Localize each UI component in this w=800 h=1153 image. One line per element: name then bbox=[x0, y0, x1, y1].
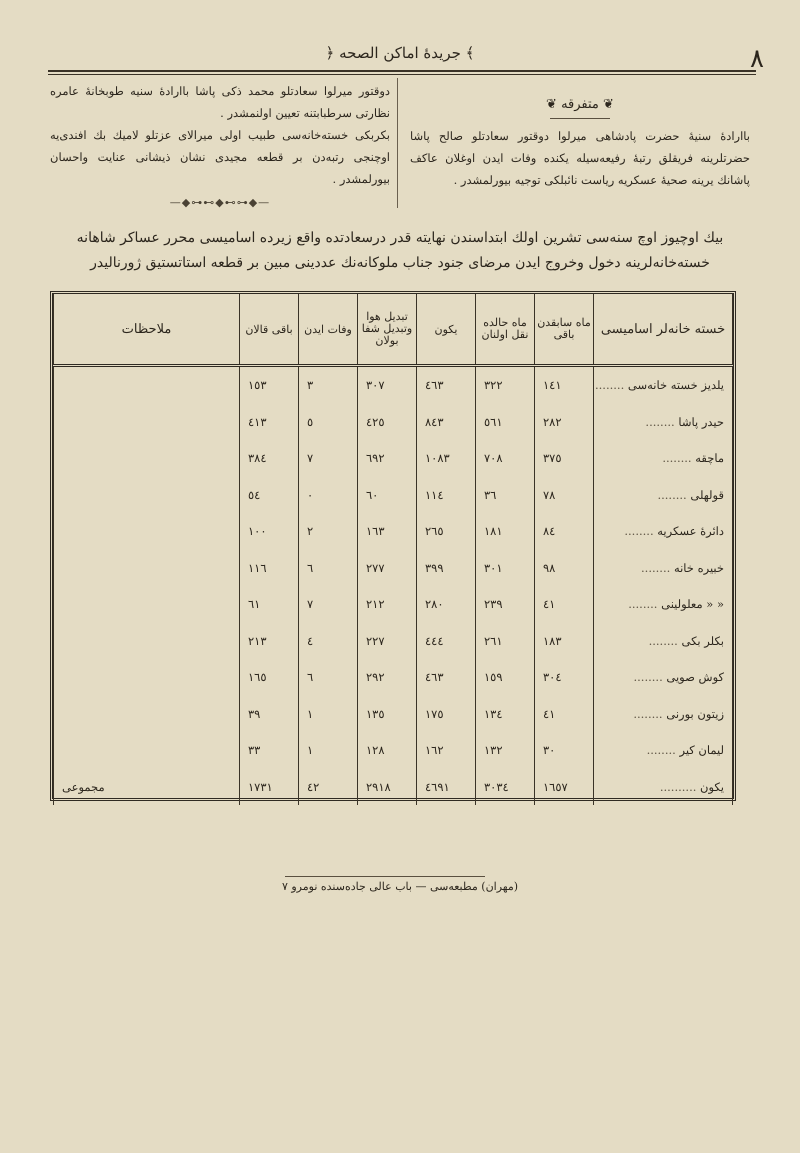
hospital-name: حيدر پاشا bbox=[678, 414, 724, 429]
cell-remaining: ٣٩ bbox=[239, 696, 298, 733]
table-row bbox=[54, 586, 733, 623]
cell-entered: ٣٠١ bbox=[475, 550, 534, 587]
total-label: مجموعى bbox=[54, 769, 240, 806]
printer-imprint: (مهران) مطبعه‌سى — باب عالى جاده‌سنده نومرو ٧ bbox=[281, 880, 519, 893]
hospital-name: كوش صويى bbox=[666, 670, 724, 685]
total-entered: ٣٠٣٤ bbox=[475, 769, 534, 806]
table-row bbox=[54, 513, 733, 550]
cell-cured: ٦٩٢ bbox=[357, 440, 416, 477]
cell-entered: ١٥٩ bbox=[475, 659, 534, 696]
leader-dots: ........ bbox=[641, 560, 674, 575]
cell-entered: ١٣٢ bbox=[475, 732, 534, 769]
cell-cured: ١٢٨ bbox=[357, 732, 416, 769]
cell-remaining: ١١٦ bbox=[239, 550, 298, 587]
hospital-name-cell bbox=[593, 586, 732, 623]
cell-died: ٧ bbox=[298, 586, 357, 623]
ornament-divider: —◆⊷⊶◆⊶⊷◆— bbox=[169, 196, 271, 209]
cell-cured: ١٣٥ bbox=[357, 696, 416, 733]
cell-prev: ٧٨ bbox=[534, 477, 593, 514]
cell-remaining: ٤١٣ bbox=[239, 404, 298, 441]
total-prev: ١٦٥٧ bbox=[534, 769, 593, 806]
hospital-name-cell bbox=[593, 550, 732, 587]
cell-prev: ٣٠ bbox=[534, 732, 593, 769]
cell-notes bbox=[54, 404, 240, 441]
section-heading bbox=[410, 94, 750, 116]
cell-notes bbox=[54, 732, 240, 769]
cell-remaining: ١٥٣ bbox=[239, 366, 298, 404]
header-hospital-name: خسته خانه‌لر اساميسى bbox=[593, 294, 732, 366]
section-title: متفرقه bbox=[561, 97, 599, 112]
hospital-name-cell bbox=[593, 623, 732, 660]
header-rule bbox=[48, 70, 756, 72]
cell-prev: ٤١ bbox=[534, 696, 593, 733]
cell-entered: ٥٦١ bbox=[475, 404, 534, 441]
cell-entered: ٣٢٢ bbox=[475, 366, 534, 404]
hospital-name: ليمان كير bbox=[679, 743, 724, 758]
statistics-table bbox=[50, 291, 736, 801]
cell-entered: ١٨١ bbox=[475, 513, 534, 550]
hospital-name-cell bbox=[593, 477, 732, 514]
cell-total: ١٧٥ bbox=[416, 696, 475, 733]
journal-title: ﴿ جريدهٔ اماكن الصحه ﴾ bbox=[325, 44, 475, 62]
table-row bbox=[54, 404, 733, 441]
table-row bbox=[54, 659, 733, 696]
cell-total: ٤٦٣ bbox=[416, 366, 475, 404]
cell-notes bbox=[54, 696, 240, 733]
section-rule bbox=[550, 118, 610, 119]
cell-entered: ١٣٤ bbox=[475, 696, 534, 733]
cell-prev: ٤١ bbox=[534, 586, 593, 623]
cell-notes bbox=[54, 513, 240, 550]
cell-total: ٤٦٣ bbox=[416, 659, 475, 696]
header-remaining: باقى قالان bbox=[239, 294, 298, 366]
total-total: ٤٦٩١ bbox=[416, 769, 475, 806]
hospital-name-cell bbox=[593, 366, 732, 404]
leader-dots: ........ bbox=[662, 451, 696, 466]
cell-cured: ١٦٣ bbox=[357, 513, 416, 550]
table-title: بيك اوچيوز اوچ سنه‌سى تشرين اولك ابتداسندن نهايته قدر درسعادتده واقع زيرده اساميسى محرر عساكر شاهانه خسته‌خانه‌لرينه دخول وخروج ايدن مرضاى جنود جناب ملوكانه‌نك عددينى مبين بر قطعه استاتستيق ژورناليدر bbox=[76, 230, 724, 271]
cell-entered: ٢٣٩ bbox=[475, 586, 534, 623]
cell-cured: ٢٩٢ bbox=[357, 659, 416, 696]
hospital-name: زيتون بورنى bbox=[666, 706, 724, 721]
hospital-name: « « معلولينى bbox=[661, 597, 724, 612]
cell-prev: ٣٧٥ bbox=[534, 440, 593, 477]
cell-died: ٥ bbox=[298, 404, 357, 441]
cell-died: ١ bbox=[298, 732, 357, 769]
cell-died: ١ bbox=[298, 696, 357, 733]
cell-died: ٦ bbox=[298, 659, 357, 696]
header-prev-month: ماه سابقدن باقى bbox=[534, 294, 593, 366]
cell-remaining: ١٦٥ bbox=[239, 659, 298, 696]
cell-cured: ٦٠ bbox=[357, 477, 416, 514]
leader-dots: ........ bbox=[646, 743, 680, 758]
cell-died: ٢ bbox=[298, 513, 357, 550]
leader-dots: ........ bbox=[633, 670, 667, 685]
total-name-cell bbox=[593, 769, 732, 806]
leader-dots: ........ bbox=[633, 706, 667, 721]
cell-notes bbox=[54, 550, 240, 587]
footer-rule bbox=[285, 876, 485, 877]
cell-cured: ٤٢٥ bbox=[357, 404, 416, 441]
cell-entered: ٢٦١ bbox=[475, 623, 534, 660]
cell-notes bbox=[54, 586, 240, 623]
table-row bbox=[54, 477, 733, 514]
table-row bbox=[54, 440, 733, 477]
leader-dots: ........ bbox=[657, 487, 691, 502]
leader-dots: ........ bbox=[645, 414, 679, 429]
cell-remaining: ١٠٠ bbox=[239, 513, 298, 550]
hospital-name-cell bbox=[593, 404, 732, 441]
cell-cured: ٢٢٧ bbox=[357, 623, 416, 660]
cell-remaining: ٢١٣ bbox=[239, 623, 298, 660]
hospital-name: ماچقه bbox=[695, 451, 724, 466]
hospital-name-cell bbox=[593, 732, 732, 769]
cell-prev: ٨٤ bbox=[534, 513, 593, 550]
hospital-name: يلديز خسته خانه‌سى bbox=[627, 378, 724, 393]
cell-remaining: ٣٨٤ bbox=[239, 440, 298, 477]
cell-prev: ٩٨ bbox=[534, 550, 593, 587]
cell-died: ٦ bbox=[298, 550, 357, 587]
cell-died: ٣ bbox=[298, 366, 357, 404]
leader-dots: ........ bbox=[648, 633, 682, 648]
table-row bbox=[54, 696, 733, 733]
table-row bbox=[54, 550, 733, 587]
cell-died: ٧ bbox=[298, 440, 357, 477]
ornament-icon: ❦ bbox=[603, 97, 614, 112]
cell-died: ٠ bbox=[298, 477, 357, 514]
table-row bbox=[54, 366, 733, 404]
hospital-name-cell bbox=[593, 440, 732, 477]
table-row bbox=[54, 623, 733, 660]
cell-cured: ٢١٢ bbox=[357, 586, 416, 623]
appointment-paragraph: دوقتور ميرلوا سعادتلو محمد ذكى پاشا باارادهٔ سنيه طوبخانهٔ عامره نظارتى سرطبابتنه تعيين اولنمشدر . bbox=[50, 84, 390, 120]
cell-prev: ٢٨٢ bbox=[534, 404, 593, 441]
leader-dots: ........ bbox=[594, 378, 628, 393]
header-rule-thin bbox=[48, 74, 756, 75]
hospital-name-cell bbox=[593, 513, 732, 550]
hospital-name: قولهلى bbox=[690, 487, 724, 502]
decoration-paragraph: بكربكى خسته‌خانه‌سى طبيب اولى ميرالاى عزتلو لاميك بك افندى‌يه اوچنجى رتبه‌دن بر قطعه مجيدى نشان ذيشانى عنايت واحسان بيورلمشدر . bbox=[50, 128, 390, 186]
header-cured: تبديل هوا وتبديل شفا بولان bbox=[357, 294, 416, 366]
cell-notes bbox=[54, 366, 240, 404]
cell-notes bbox=[54, 440, 240, 477]
cell-notes bbox=[54, 477, 240, 514]
header-entered: ماه حالده نقل اولنان bbox=[475, 294, 534, 366]
cell-total: ١٦٢ bbox=[416, 732, 475, 769]
hospital-name: خبيره خانه bbox=[673, 560, 724, 575]
cell-entered: ٧٠٨ bbox=[475, 440, 534, 477]
cell-total: ١٠٨٣ bbox=[416, 440, 475, 477]
cell-cured: ٣٠٧ bbox=[357, 366, 416, 404]
cell-total: ٨٤٣ bbox=[416, 404, 475, 441]
column-divider bbox=[397, 78, 398, 208]
hospital-name: بكلر بكى bbox=[681, 633, 724, 648]
page-number: ٨ bbox=[750, 44, 764, 74]
cell-died: ٤ bbox=[298, 623, 357, 660]
announcement-paragraph: باارادهٔ سنيهٔ حضرت پادشاهى ميرلوا دوقتور سعادتلو صالح پاشا حضرتلرينه فريقلق رتبهٔ رفيعه‌سيله يكنده وفات ايدن اوغلان عاكف پاشانك يرينه صحيهٔ عسكريه رياست نائبلكى توجيه بيورلمشدر . bbox=[410, 129, 750, 187]
hospital-name: دائرهٔ عسكريه bbox=[657, 524, 724, 539]
cell-remaining: ٥٤ bbox=[239, 477, 298, 514]
header-died: وفات ايدن bbox=[298, 294, 357, 366]
cell-entered: ٣٦ bbox=[475, 477, 534, 514]
leader-dots: .......... bbox=[659, 779, 701, 794]
leader-dots: ........ bbox=[628, 597, 662, 612]
cell-total: ٤٤٤ bbox=[416, 623, 475, 660]
total-remaining: ١٧٣١ bbox=[239, 769, 298, 806]
cell-cured: ٢٧٧ bbox=[357, 550, 416, 587]
cell-remaining: ٦١ bbox=[239, 586, 298, 623]
total-row bbox=[54, 769, 733, 806]
hospital-name-cell bbox=[593, 659, 732, 696]
cell-total: ١١٤ bbox=[416, 477, 475, 514]
cell-prev: ٣٠٤ bbox=[534, 659, 593, 696]
cell-prev: ١٤١ bbox=[534, 366, 593, 404]
table-header-row bbox=[54, 294, 733, 366]
cell-notes bbox=[54, 623, 240, 660]
total-cured: ٢٩١٨ bbox=[357, 769, 416, 806]
appointments-column bbox=[50, 80, 390, 214]
total-died: ٤٢ bbox=[298, 769, 357, 806]
cell-total: ٣٩٩ bbox=[416, 550, 475, 587]
total-name: يكون bbox=[700, 779, 724, 794]
cell-prev: ١٨٣ bbox=[534, 623, 593, 660]
header-notes: ملاحظات bbox=[54, 294, 240, 366]
leader-dots: ........ bbox=[624, 524, 658, 539]
header-total: يكون bbox=[416, 294, 475, 366]
hospital-name-cell bbox=[593, 696, 732, 733]
cell-total: ٢٨٠ bbox=[416, 586, 475, 623]
miscellaneous-column bbox=[410, 80, 750, 191]
cell-total: ٢٦٥ bbox=[416, 513, 475, 550]
cell-remaining: ٣٣ bbox=[239, 732, 298, 769]
table-row bbox=[54, 732, 733, 769]
ornament-icon: ❦ bbox=[546, 97, 557, 112]
cell-notes bbox=[54, 659, 240, 696]
